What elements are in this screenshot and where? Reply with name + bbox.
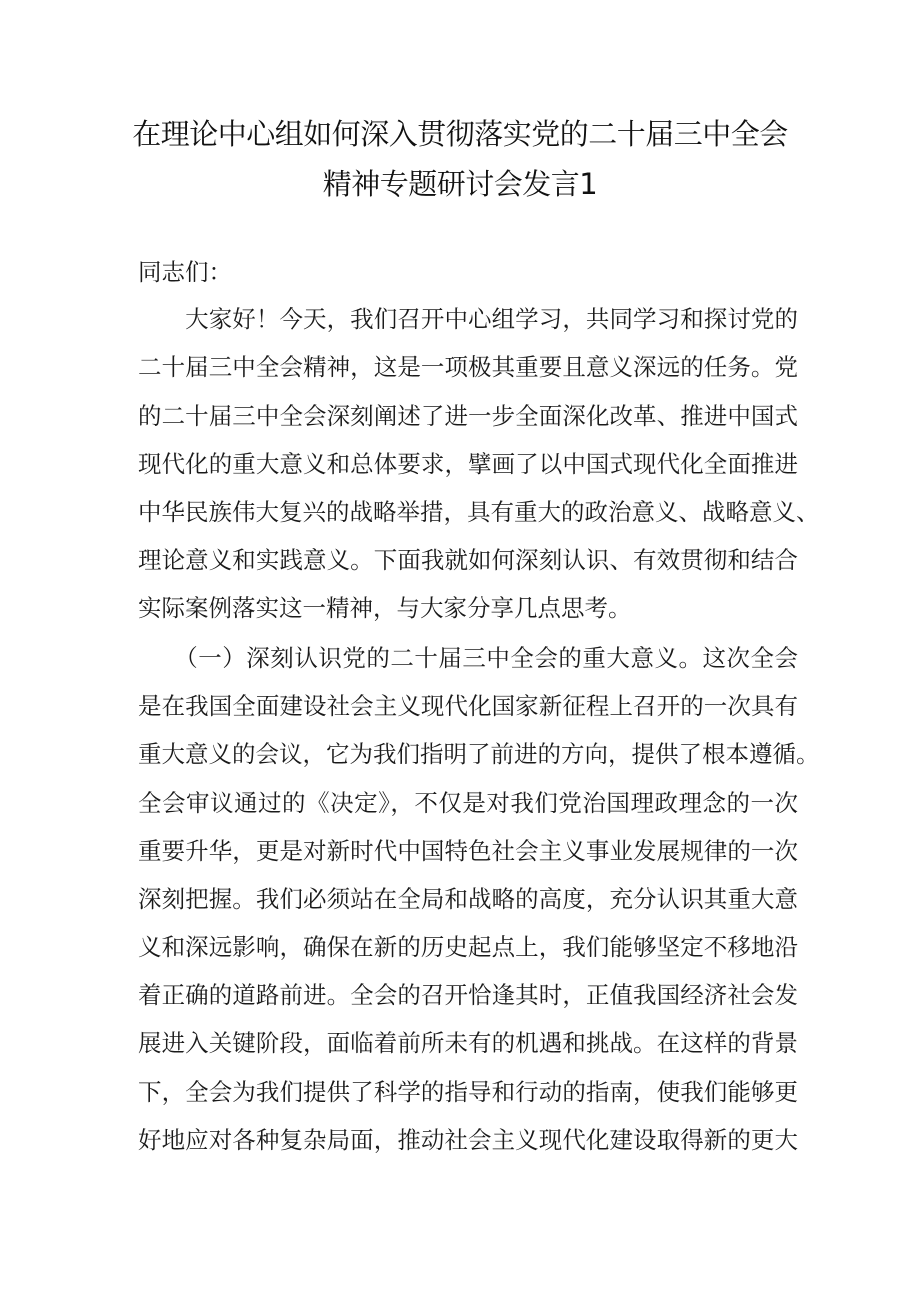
paragraph-2-line: 着正确的道路前进。全会的召开恰逢其时，正值我国经济社会发 — [138, 981, 798, 1009]
paragraph-1-line: 的二十届三中全会深刻阐述了进一步全面深化改革、推进中国式 — [138, 402, 798, 430]
paragraph-2-line: 重大意义的会议，它为我们指明了前进的方向，提供了根本遵循。 — [138, 740, 820, 768]
paragraph-1-line: 现代化的重大意义和总体要求，擘画了以中国式现代化全面推进 — [138, 450, 798, 478]
paragraph-2-line: 展进入关键阶段，面临着前所未有的机遇和挑战。在这样的背景 — [138, 1029, 798, 1057]
paragraph-1-line: 理论意义和实践意义。下面我就如何深刻认识、有效贯彻和结合 — [138, 546, 798, 574]
paragraph-2-line: （一）深刻认识党的二十届三中全会的重大意义。这次全会 — [138, 644, 798, 672]
paragraph-1-line: 实际案例落实这一精神，与大家分享几点思考。 — [138, 594, 632, 622]
paragraph-2-line: 深刻把握。我们必须站在全局和战略的高度，充分认识其重大意 — [138, 885, 798, 913]
paragraph-1-line: 大家好！今天，我们召开中心组学习，共同学习和探讨党的 — [138, 305, 798, 333]
paragraph-2-line: 下，全会为我们提供了科学的指导和行动的指南，使我们能够更 — [138, 1078, 798, 1106]
document-title-line-1: 在理论中心组如何深入贯彻落实党的二十届三中全会 — [132, 117, 788, 151]
paragraph-2-line: 义和深远影响，确保在新的历史起点上，我们能够坚定不移地沿 — [138, 933, 798, 961]
paragraph-2-line: 好地应对各种复杂局面，推动社会主义现代化建设取得新的更大 — [138, 1126, 798, 1154]
salutation: 同志们： — [138, 258, 232, 286]
paragraph-2-line: 重要升华，更是对新时代中国特色社会主义事业发展规律的一次 — [138, 837, 798, 865]
paragraph-2-line: 全会审议通过的《决定》，不仅是对我们党治国理政理念的一次 — [138, 789, 798, 817]
paragraph-1-line: 二十届三中全会精神，这是一项极其重要且意义深远的任务。党 — [138, 353, 798, 381]
paragraph-1-line: 中华民族伟大复兴的战略举措，具有重大的政治意义、战略意义、 — [138, 498, 820, 526]
document-title-line-2: 精神专题研讨会发言1 — [322, 167, 598, 201]
paragraph-2-line: 是在我国全面建设社会主义现代化国家新征程上召开的一次具有 — [138, 692, 798, 720]
